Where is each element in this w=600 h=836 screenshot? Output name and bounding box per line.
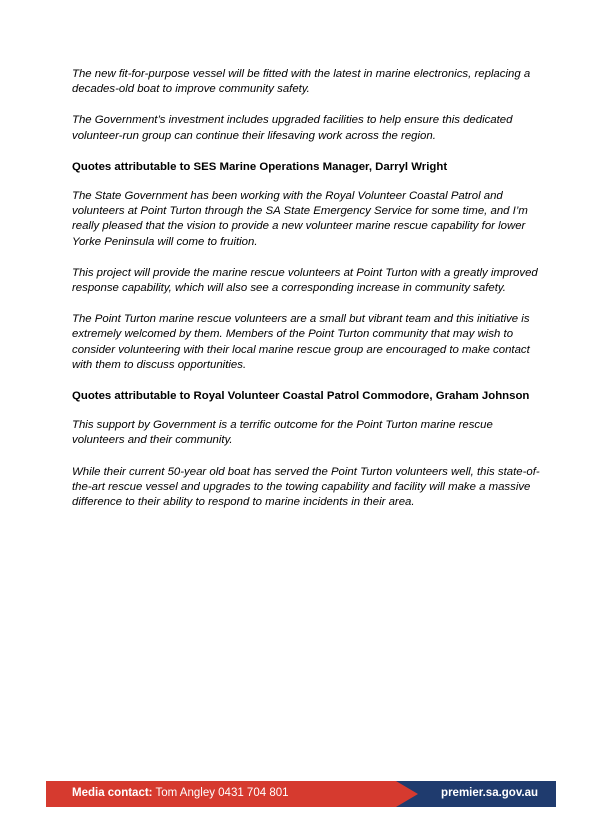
website-link[interactable]: premier.sa.gov.au bbox=[441, 787, 538, 799]
media-contact-label: Media contact: bbox=[72, 787, 153, 799]
quote-rvcp-1: This support by Government is a terrific outcome for the Point Turton marine rescue volunteers and their community. bbox=[72, 419, 493, 447]
quote-ses-1: The State Government has been working with the Royal Volunteer Coastal Patrol and volunteers at Point Turton through the SA State Emergency Service for some time, and I’m really pleased that the vision to provide a new volunteer marine rescue capability for lower Yorke Peninsula will come to fruition. bbox=[72, 190, 528, 248]
media-contact-footer bbox=[46, 781, 556, 807]
media-contact bbox=[72, 787, 289, 799]
heading-quotes-rvcp: Quotes attributable to Royal Volunteer Coastal Patrol Commodore, Graham Johnson bbox=[72, 390, 530, 403]
quote-ses-3: The Point Turton marine rescue volunteers are a small but vibrant team and this initiative is extremely welcomed by them. Members of the Point Turton community that may wish to consider volunteering with their local marine rescue group are encouraged to make contact with them to discuss opportunities. bbox=[72, 313, 530, 371]
press-release-body bbox=[72, 67, 540, 526]
quote-rvcp-2: While their current 50-year old boat has served the Point Turton volunteers well, this state-of-the-art rescue vessel and upgrades to the towing capability and facility will make a massive difference to their ability to respond to marine incidents in their area. bbox=[72, 465, 540, 509]
media-contact-value: Tom Angley 0431 704 801 bbox=[155, 787, 289, 799]
heading-quotes-ses: Quotes attributable to SES Marine Operations Manager, Darryl Wright bbox=[72, 160, 448, 173]
footer-arrow-shape bbox=[396, 781, 418, 807]
quote-ses-2: This project will provide the marine rescue volunteers at Point Turton with a greatly improved response capability, which will also see a corresponding increase in community safety. bbox=[72, 266, 538, 295]
paragraph-vessel: The new fit-for-purpose vessel will be fitted with the latest in marine electronics, replacing a decades-old boat to improve community safety. bbox=[72, 68, 531, 96]
paragraph-investment: The Government’s investment includes upgraded facilities to help ensure this dedicated volunteer-run group can continue their lifesaving work across the region. bbox=[72, 114, 513, 142]
